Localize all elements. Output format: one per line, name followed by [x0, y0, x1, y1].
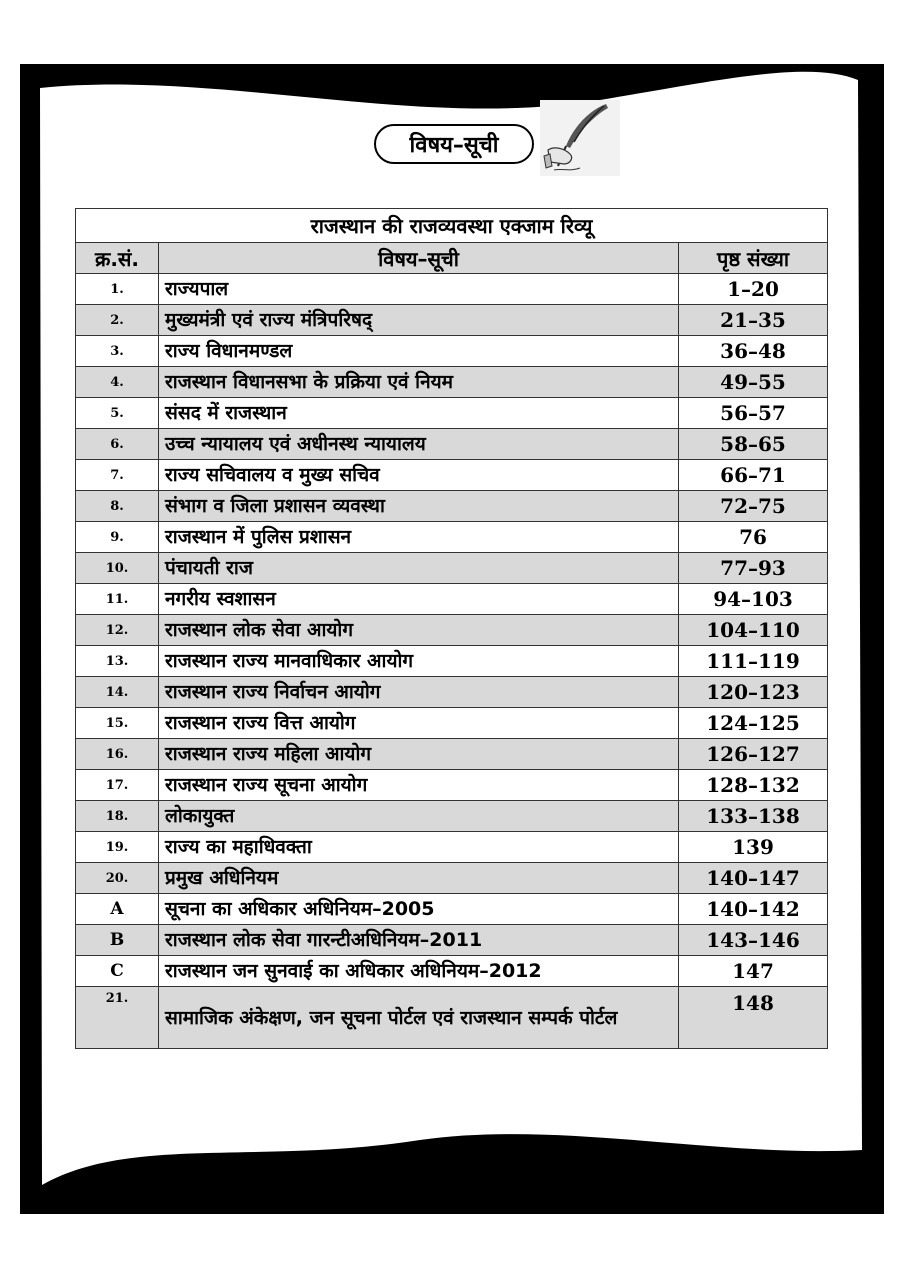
row-serial: 21. — [76, 987, 159, 1049]
row-topic: सामाजिक अंकेक्षण, जन सूचना पोर्टल एवं राजस्थान सम्पर्क पोर्टल — [159, 987, 679, 1049]
quill-pen-icon — [540, 100, 620, 176]
row-topic: राजस्थान राज्य वित्त आयोग — [159, 708, 679, 739]
table-row — [76, 646, 828, 677]
row-serial: 2. — [76, 305, 159, 336]
table-row — [76, 987, 828, 1049]
row-pages: 139 — [679, 832, 828, 863]
table-row — [76, 305, 828, 336]
row-serial: 5. — [76, 398, 159, 429]
row-pages: 21–35 — [679, 305, 828, 336]
table-row — [76, 584, 828, 615]
column-header-serial: क्र.सं. — [76, 243, 159, 274]
table-header-row — [76, 243, 828, 274]
row-serial: 16. — [76, 739, 159, 770]
row-pages: 1–20 — [679, 274, 828, 305]
table-row — [76, 274, 828, 305]
row-serial: 20. — [76, 863, 159, 894]
row-pages: 128–132 — [679, 770, 828, 801]
row-pages: 66–71 — [679, 460, 828, 491]
row-pages: 77–93 — [679, 553, 828, 584]
row-topic: राजस्थान राज्य निर्वाचन आयोग — [159, 677, 679, 708]
row-serial: 6. — [76, 429, 159, 460]
row-serial: 4. — [76, 367, 159, 398]
row-serial: 19. — [76, 832, 159, 863]
row-serial: 11. — [76, 584, 159, 615]
row-pages: 126–127 — [679, 739, 828, 770]
row-topic: संसद में राजस्थान — [159, 398, 679, 429]
row-topic: लोकायुक्त — [159, 801, 679, 832]
row-pages: 72–75 — [679, 491, 828, 522]
row-serial: B — [76, 925, 159, 956]
row-pages: 56–57 — [679, 398, 828, 429]
row-pages: 133–138 — [679, 801, 828, 832]
row-topic: राजस्थान राज्य सूचना आयोग — [159, 770, 679, 801]
table-row — [76, 615, 828, 646]
table-row — [76, 708, 828, 739]
row-topic: संभाग व जिला प्रशासन व्यवस्था — [159, 491, 679, 522]
row-serial: 7. — [76, 460, 159, 491]
row-pages: 148 — [679, 987, 828, 1049]
row-pages: 49–55 — [679, 367, 828, 398]
table-row — [76, 894, 828, 925]
table-row — [76, 925, 828, 956]
row-topic: मुख्यमंत्री एवं राज्य मंत्रिपरिषद् — [159, 305, 679, 336]
row-pages: 36–48 — [679, 336, 828, 367]
row-pages: 120–123 — [679, 677, 828, 708]
row-pages: 140–142 — [679, 894, 828, 925]
row-topic: राजस्थान लोक सेवा आयोग — [159, 615, 679, 646]
row-topic: राजस्थान जन सुनवाई का अधिकार अधिनियम–2012 — [159, 956, 679, 987]
row-topic: राजस्थान राज्य महिला आयोग — [159, 739, 679, 770]
row-serial: 9. — [76, 522, 159, 553]
page-title: विषय–सूची — [374, 124, 534, 164]
row-serial: 8. — [76, 491, 159, 522]
row-topic: पंचायती राज — [159, 553, 679, 584]
row-topic: नगरीय स्वशासन — [159, 584, 679, 615]
row-serial: A — [76, 894, 159, 925]
row-topic: राजस्थान राज्य मानवाधिकार आयोग — [159, 646, 679, 677]
row-topic: सूचना का अधिकार अधिनियम–2005 — [159, 894, 679, 925]
table-row — [76, 336, 828, 367]
contents-table — [75, 208, 828, 1049]
table-row — [76, 460, 828, 491]
row-serial: 13. — [76, 646, 159, 677]
row-serial: C — [76, 956, 159, 987]
row-serial: 14. — [76, 677, 159, 708]
table-row — [76, 491, 828, 522]
row-serial: 1. — [76, 274, 159, 305]
table-row — [76, 801, 828, 832]
row-pages: 124–125 — [679, 708, 828, 739]
row-pages: 76 — [679, 522, 828, 553]
table-row — [76, 398, 828, 429]
row-serial: 18. — [76, 801, 159, 832]
row-serial: 10. — [76, 553, 159, 584]
table-row — [76, 553, 828, 584]
row-pages: 58–65 — [679, 429, 828, 460]
row-serial: 12. — [76, 615, 159, 646]
row-topic: राज्यपाल — [159, 274, 679, 305]
row-pages: 111–119 — [679, 646, 828, 677]
table-title: राजस्थान की राजव्यवस्था एक्जाम रिव्यू — [76, 209, 828, 243]
row-pages: 147 — [679, 956, 828, 987]
table-row — [76, 863, 828, 894]
row-topic: राजस्थान में पुलिस प्रशासन — [159, 522, 679, 553]
row-topic: राज्य सचिवालय व मुख्य सचिव — [159, 460, 679, 491]
row-pages: 143–146 — [679, 925, 828, 956]
row-pages: 104–110 — [679, 615, 828, 646]
table-row — [76, 367, 828, 398]
row-serial: 17. — [76, 770, 159, 801]
row-topic: राजस्थान विधानसभा के प्रक्रिया एवं नियम — [159, 367, 679, 398]
row-topic: उच्च न्यायालय एवं अधीनस्थ न्यायालय — [159, 429, 679, 460]
table-row — [76, 677, 828, 708]
table-row — [76, 770, 828, 801]
row-pages: 140–147 — [679, 863, 828, 894]
table-title-row — [76, 209, 828, 243]
row-pages: 94–103 — [679, 584, 828, 615]
column-header-pages: पृष्ठ संख्या — [679, 243, 828, 274]
table-row — [76, 429, 828, 460]
row-topic: राजस्थान लोक सेवा गारन्टीअधिनियम–2011 — [159, 925, 679, 956]
table-row — [76, 522, 828, 553]
row-serial: 15. — [76, 708, 159, 739]
column-header-topic: विषय–सूची — [159, 243, 679, 274]
table-row — [76, 956, 828, 987]
table-row — [76, 832, 828, 863]
row-topic: प्रमुख अधिनियम — [159, 863, 679, 894]
row-topic: राज्य का महाधिवक्ता — [159, 832, 679, 863]
row-serial: 3. — [76, 336, 159, 367]
table-row — [76, 739, 828, 770]
row-topic: राज्य विधानमण्डल — [159, 336, 679, 367]
